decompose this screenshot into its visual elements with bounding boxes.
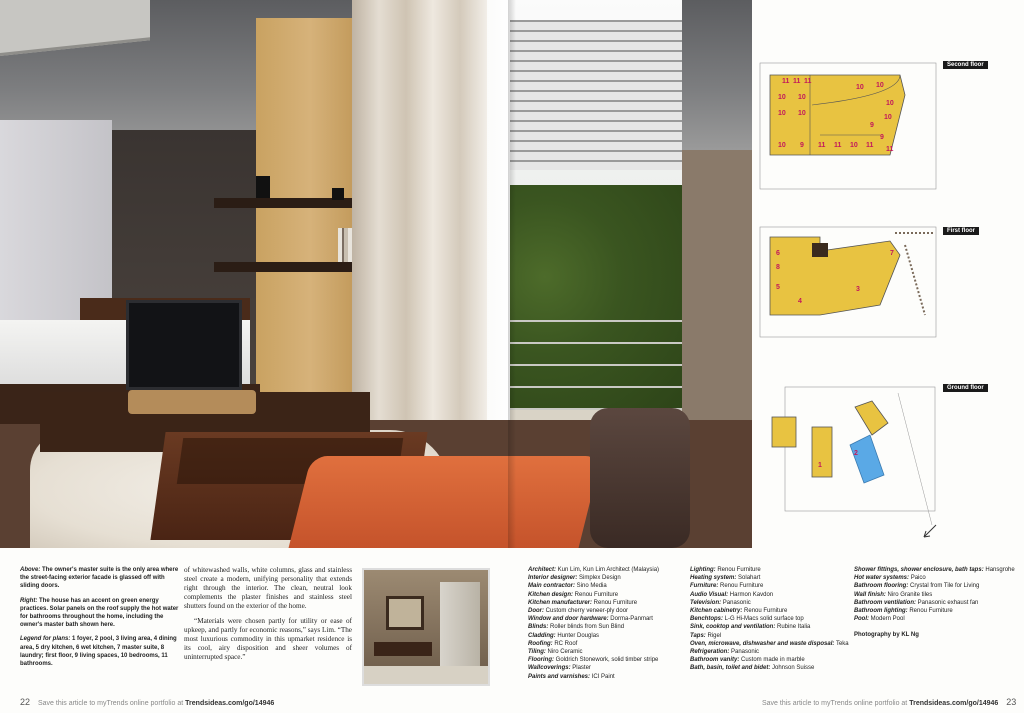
spec-item [854, 607, 1019, 615]
spec-value: L-G Hi-Macs solid surface top [723, 616, 804, 623]
spec-label: Wallcoverings: [528, 665, 571, 672]
spec-value: Panasonic exhaust fan [916, 599, 979, 606]
caption-right: Right: The house has an accent on green energy practices. Solar panels on the roof supply the hot water for bathrooms throughout the home, including the owner's master bath shown here. [20, 597, 179, 629]
spec-item [528, 591, 686, 599]
spec-label: Door: [528, 608, 544, 615]
spec-value: Goldrich Stonework, solid timber stripe [554, 657, 659, 664]
spec-item [690, 648, 850, 656]
first-floor-label: First floor [943, 227, 979, 235]
spec-item [690, 640, 850, 648]
room-number: 3 [856, 286, 860, 293]
ground-floor-label: Ground floor [943, 384, 988, 392]
room-number: 10 [850, 142, 858, 149]
armchair [590, 408, 690, 548]
spec-value: Custom cherry veneer-ply door [544, 608, 629, 615]
spec-label: Bathroom ventilation: [854, 599, 917, 606]
room-number: 10 [876, 82, 884, 89]
spec-item [528, 640, 686, 648]
room-number: 10 [798, 110, 806, 117]
spec-value: RC Roof [552, 640, 578, 647]
spec-value: Roller blinds from Sun Blind [548, 624, 625, 631]
room-number: 7 [890, 250, 894, 257]
spec-item [690, 591, 850, 599]
spec-value: Solahart [736, 575, 761, 582]
spec-value: Renou Furniture [592, 599, 638, 606]
spec-value: Crystal from Tile for Living [908, 583, 980, 590]
spec-item [854, 591, 1019, 599]
spec-item [528, 632, 686, 640]
floor-plans [700, 55, 1000, 555]
spec-label: Bathroom lighting: [854, 608, 908, 615]
body-paragraph: “Materials were chosen partly for utility or ease of upkeep, and partly for economic reasons,” says Lim. “The most luxurious commodity in this upmarket residence is its cool, airy disposition and sheer volumes of uninterrupted space.” [184, 617, 352, 661]
spec-value: Modern Pool [869, 616, 905, 623]
spec-label: Architect: [528, 567, 557, 573]
spec-label: Main contractor: [528, 583, 576, 590]
vanity [374, 642, 432, 656]
spec-item [690, 607, 850, 615]
spec-item [690, 632, 850, 640]
spec-label: Oven, microwave, dishwasher and waste disposal: [690, 640, 835, 647]
spec-item [690, 664, 850, 672]
specs-list [854, 566, 1019, 623]
spec-label: Audio Visual: [690, 591, 729, 598]
spec-value: Kun Lim, Kun Lim Architect (Malaysia) [556, 567, 660, 573]
shower-enclosure [440, 582, 480, 666]
footer-text: Save this article to myTrends online portfolio at [762, 700, 910, 707]
spec-item [528, 623, 686, 631]
spec-value: Rigel [705, 632, 722, 639]
room-number: 10 [886, 100, 894, 107]
left-page-footer [20, 697, 274, 707]
spec-label: Hot water systems: [854, 575, 910, 582]
spec-value: Panasonic [729, 649, 760, 656]
spec-item [528, 673, 686, 681]
spec-item [690, 656, 850, 664]
spec-item [528, 566, 686, 574]
caption-above: Above: The owner's master suite is the only area where the street-facing exterior facade is glassed off with sliding doors. [20, 567, 179, 590]
page-number: 23 [1006, 697, 1017, 707]
spec-value: Renou Furniture [907, 608, 953, 615]
curtain [352, 0, 487, 430]
spec-label: Television: [690, 599, 722, 606]
spec-label: Heating system: [690, 575, 737, 582]
specs-column-2 [690, 566, 850, 673]
wall-shelf [214, 262, 374, 272]
spec-label: Furniture: [690, 583, 719, 590]
spec-label: Flooring: [528, 657, 554, 664]
spec-label: Cladding: [528, 632, 556, 639]
spec-label: Bathroom vanity: [690, 657, 740, 664]
room-number: 11 [818, 142, 826, 149]
room-number: 11 [804, 78, 812, 85]
room-number: 9 [800, 142, 804, 149]
spec-item [854, 574, 1019, 582]
spec-value: ICI Paint [590, 673, 615, 680]
room-number: 10 [778, 110, 786, 117]
spec-value: Paico [909, 575, 926, 582]
spec-item [528, 574, 686, 582]
spec-item [690, 615, 850, 623]
spec-label: Wall finish: [854, 591, 886, 598]
spec-item [690, 599, 850, 607]
spec-label: Shower fittings, shower enclosure, bath taps: [854, 567, 984, 573]
spec-item [690, 566, 850, 574]
spec-label: Kitchen design: [528, 591, 574, 598]
specs-column-3 [854, 566, 1019, 640]
spec-label: Tiling: [528, 649, 546, 656]
spec-value: Sino Media [575, 583, 607, 590]
spec-label: Lighting: [690, 567, 716, 573]
room-number: 10 [778, 142, 786, 149]
spec-value: Renou Furniture [742, 608, 788, 615]
room-number: 11 [866, 142, 874, 149]
room-number: 11 [793, 78, 801, 85]
room-number: 11 [886, 146, 894, 153]
spec-label: Bath, basin, toilet and bidet: [690, 665, 771, 672]
spec-value: Niro Ceramic [545, 649, 583, 656]
room-number: 9 [870, 122, 874, 129]
spec-value: Renou Furniture [718, 583, 764, 590]
spec-item [854, 599, 1019, 607]
spec-value: Simplex Design [577, 575, 621, 582]
spec-label: Kitchen manufacturer: [528, 599, 593, 606]
spec-label: Roofing: [528, 640, 553, 647]
spec-value: Hunter Douglas [555, 632, 600, 639]
tv-stand [128, 390, 256, 414]
spec-item [528, 615, 686, 623]
room-number: 4 [798, 298, 802, 305]
spec-label: Pool: [854, 616, 869, 623]
spec-item [528, 582, 686, 590]
room-number: 2 [854, 450, 858, 457]
page-gutter [508, 0, 516, 548]
spec-value: Harmon Kavdon [728, 591, 774, 598]
second-floor-label: Second floor [943, 61, 988, 69]
spec-label: Refrigeration: [690, 649, 730, 656]
spec-item [690, 574, 850, 582]
spec-item [854, 582, 1019, 590]
spec-value: Plaster [570, 665, 591, 672]
spec-value: Rubine Italia [775, 624, 811, 631]
spec-value: Teka [834, 640, 849, 647]
body-paragraph: of whitewashed walls, white columns, glass and stainless steel create a modern, unifying personality that extends right through the interior. The clean, neutral look complements the plaster finishes and stainless steel shutters found on the exterior of the home. [184, 566, 352, 610]
footer-link[interactable]: Trendsideas.com/go/14946 [185, 700, 275, 707]
footer-text: Save this article to myTrends online portfolio at [37, 700, 186, 707]
spec-item [854, 566, 1019, 574]
spec-label: Window and door hardware: [528, 616, 609, 623]
spec-label: Blinds: [528, 624, 549, 631]
spec-label: Benchtops: [690, 616, 723, 623]
spec-value: Renou Furniture [715, 567, 761, 573]
spec-value: Hansgrohe [983, 567, 1015, 573]
room-number: 6 [776, 250, 780, 257]
spec-value: Dorma-Panmart [608, 616, 653, 623]
caption-legend: Legend for plans: 1 foyer, 2 pool, 3 living area, 4 dining area, 5 dry kitchen, 6 wet kitchen, 7 master suite, 8 laundry; first floor, 9 living spaces, 10 bedrooms, 11 bathrooms. [20, 636, 177, 668]
spec-value: Niro Granite tiles [885, 591, 933, 598]
room-number: 10 [884, 114, 892, 121]
spec-value: Renou Furniture [573, 591, 619, 598]
wall-shelf [214, 198, 374, 208]
room-number: 11 [782, 78, 790, 85]
spec-label: Taps: [690, 632, 706, 639]
room-number: 1 [818, 462, 822, 469]
spec-value: Johnson Suisse [770, 665, 815, 672]
specs-column-1 [528, 566, 686, 681]
spec-value: Custom made in marble [739, 657, 805, 664]
photo-credit: Photography by KL Ng [854, 632, 919, 639]
spec-value: Panasonic [721, 599, 751, 606]
spec-item [528, 648, 686, 656]
room-number: 10 [778, 94, 786, 101]
spec-item [528, 656, 686, 664]
room-number: 9 [880, 134, 884, 141]
louvre-shutters [510, 20, 682, 170]
bathroom-floor [364, 666, 490, 686]
spec-item [690, 623, 850, 631]
spec-label: Sink, cooktop and ventilation: [690, 624, 776, 631]
spec-item [854, 615, 1019, 623]
spec-label: Interior designer: [528, 575, 578, 582]
spec-label: Paints and varnishes: [528, 673, 591, 680]
orange-sofa [289, 456, 602, 548]
spec-label: Bathroom flooring: [854, 583, 909, 590]
mirror [386, 596, 424, 630]
spec-item [528, 599, 686, 607]
room-number: 10 [856, 84, 864, 91]
speaker [332, 188, 344, 200]
article-body [184, 566, 352, 668]
photo-captions [20, 566, 182, 674]
room-number: 11 [834, 142, 842, 149]
room-number: 8 [776, 264, 780, 271]
footer-link[interactable]: Trendsideas.com/go/14946 [909, 700, 999, 707]
television [126, 300, 242, 390]
room-number: 10 [798, 94, 806, 101]
spec-item [690, 582, 850, 590]
spec-item [528, 607, 686, 615]
master-bathroom-photo [362, 568, 490, 686]
page-number: 22 [20, 697, 31, 707]
spec-item [528, 664, 686, 672]
room-number: 5 [776, 284, 780, 291]
right-page-footer [762, 697, 1016, 707]
speaker [256, 176, 270, 198]
spec-label: Kitchen cabinetry: [690, 608, 743, 615]
room-numbers [700, 55, 1000, 555]
